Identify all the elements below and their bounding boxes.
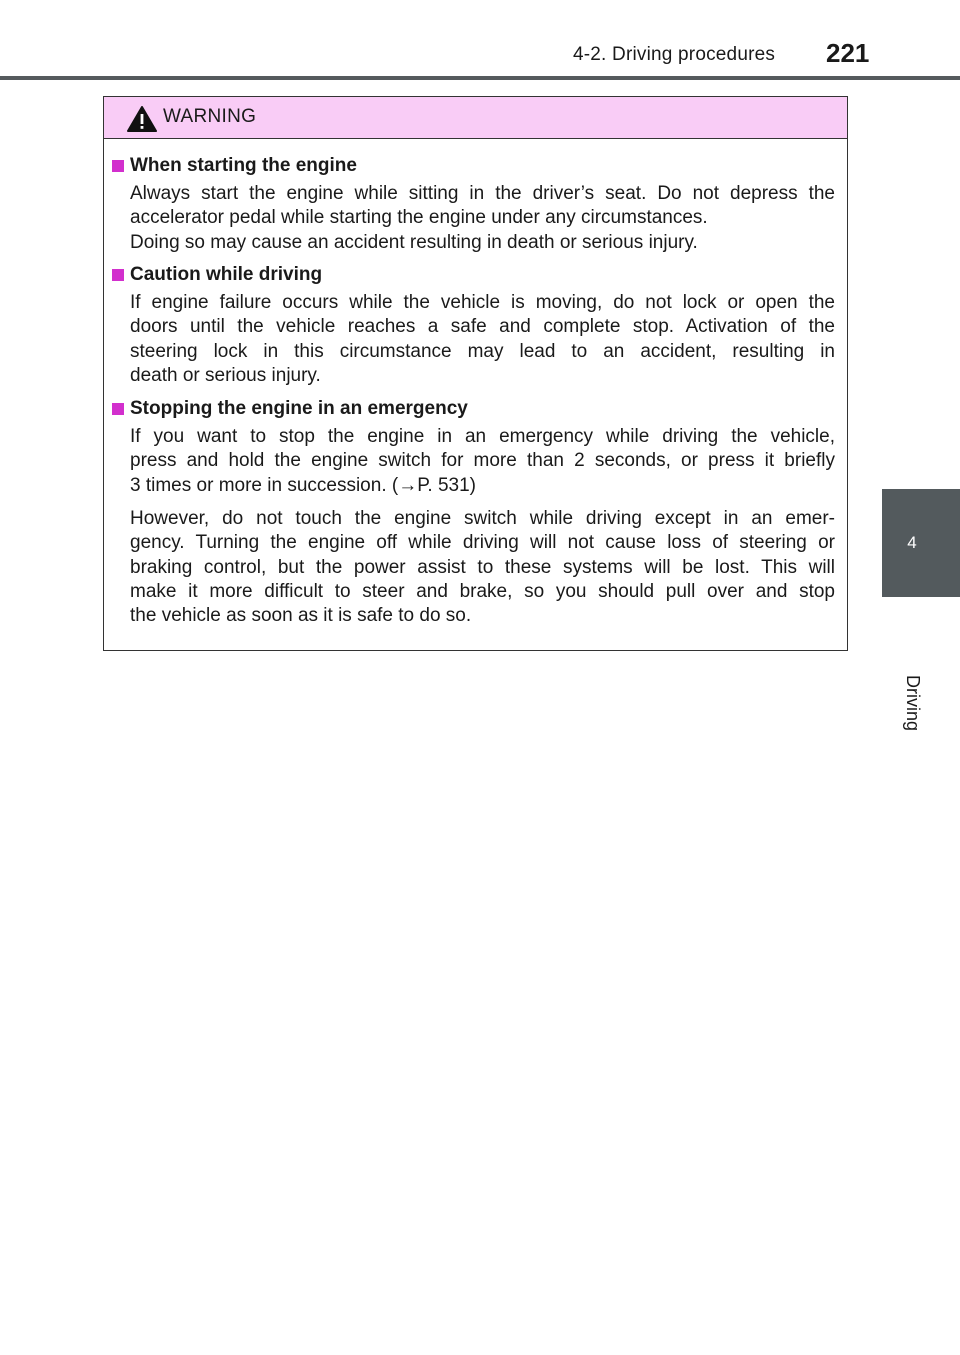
header-rule <box>0 76 960 80</box>
text-line: gency. Turning the engine off while driving will not cause loss of steering or <box>130 532 835 554</box>
page-number: 221 <box>826 38 870 68</box>
warning-triangle-icon <box>126 105 158 133</box>
chapter-number: 4 <box>907 533 917 552</box>
section-bullet-icon <box>112 269 124 281</box>
section-bullet-icon <box>112 403 124 415</box>
chapter-label-text: Driving <box>903 675 923 732</box>
text-line: If engine failure occurs while the vehicle is moving, do not lock or open the <box>130 292 835 313</box>
text-line: If you want to stop the engine in an emergency while driving the vehicle, <box>130 426 835 447</box>
text-line: death or serious injury. <box>130 364 321 386</box>
chapter-label <box>897 605 927 732</box>
section-title: 4-2. Driving procedures <box>573 44 776 65</box>
text-line: press and hold the engine switch for more than 2 seconds, or press it briefly <box>130 450 835 472</box>
text-line: Always start the engine while sitting in the driver’s seat. Do not depress the <box>130 183 835 204</box>
paragraph <box>130 182 835 255</box>
section-bullet-icon <box>112 160 124 172</box>
paragraph <box>130 507 835 628</box>
text-line: However, do not touch the engine switch while driving except in an emer- <box>130 508 835 529</box>
text-line: steering lock in this circumstance may lead to an accident, resulting in <box>130 340 835 362</box>
text-line: 3 times or more in succession. (→P. 531) <box>130 474 477 496</box>
text-line: Doing so may cause an accident resulting in death or serious injury. <box>130 231 698 253</box>
text-line: accelerator pedal while starting the engine under any circumstances. <box>130 207 708 229</box>
section-heading: Caution while driving <box>130 264 323 285</box>
text-line: braking control, but the power assist to these systems will be lost. This will <box>130 556 835 578</box>
warning-box <box>103 96 848 651</box>
paragraph <box>130 291 835 388</box>
chapter-tab <box>882 489 960 597</box>
text-line: doors until the vehicle reaches a safe and complete stop. Activation of the <box>130 316 835 338</box>
text-line: make it more difficult to steer and brake, so you should pull over and stop <box>130 580 835 602</box>
text-line: the vehicle as soon as it is safe to do so. <box>130 605 472 627</box>
warning-title: WARNING <box>163 106 257 127</box>
section-heading: When starting the engine <box>130 155 357 176</box>
paragraph <box>130 425 835 498</box>
section-heading: Stopping the engine in an emergency <box>130 398 468 419</box>
warning-header <box>104 97 847 139</box>
